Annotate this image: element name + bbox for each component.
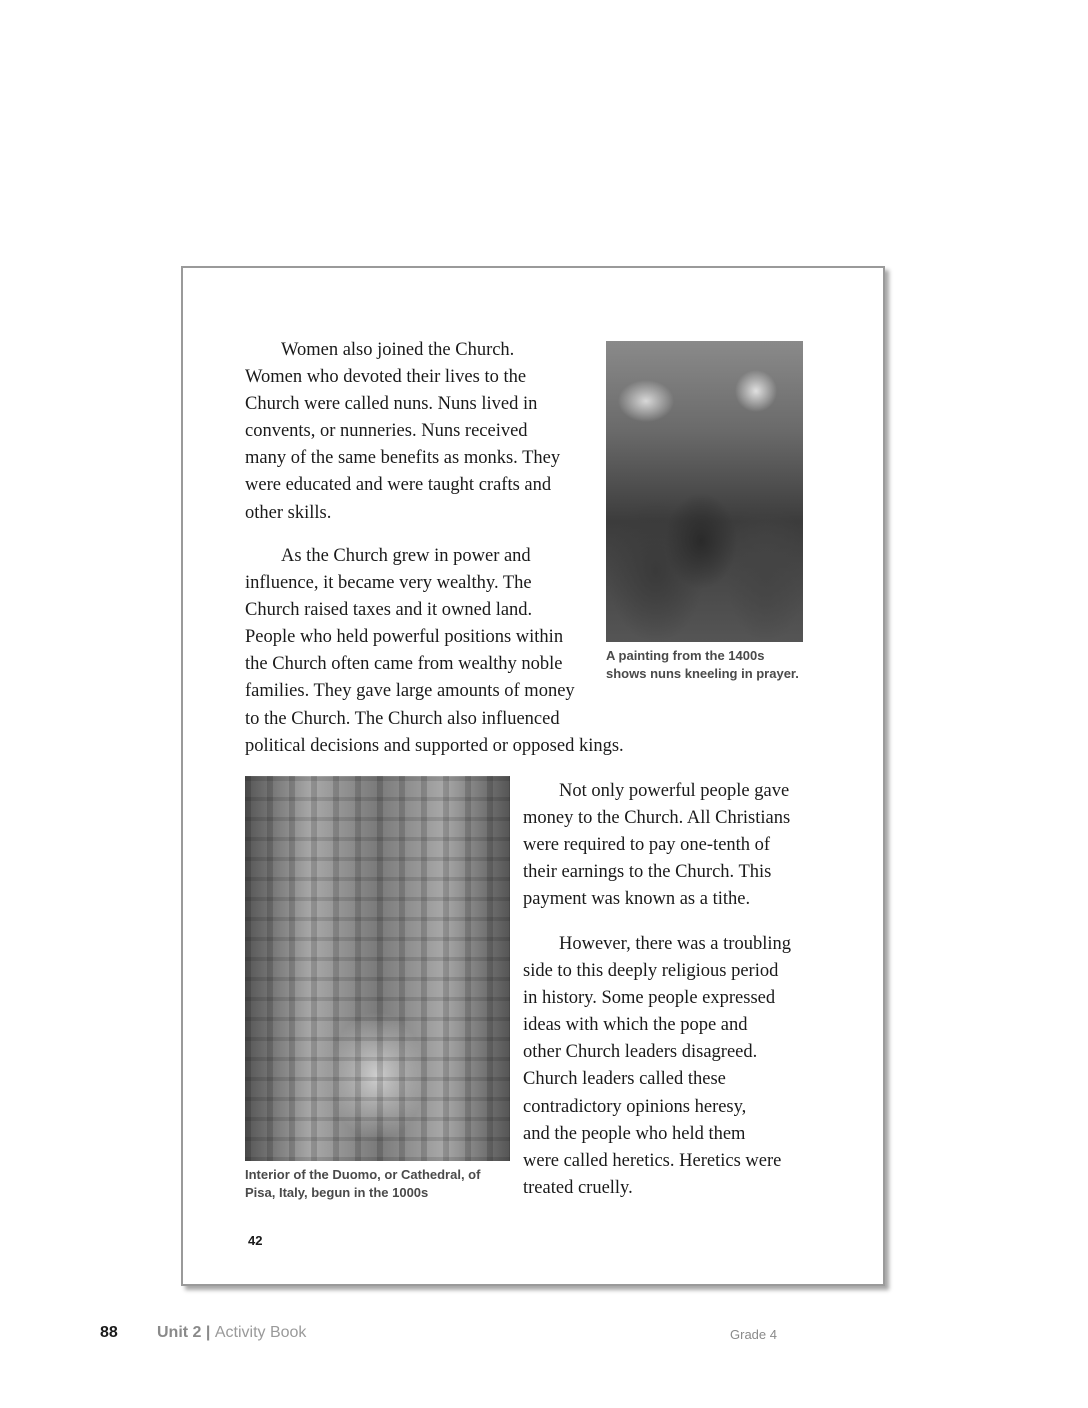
text-line: influence, it became very wealthy. The — [245, 573, 532, 594]
paragraph-nuns — [245, 337, 590, 527]
unit-name: Unit 2 — [157, 1324, 202, 1341]
text-line: were required to pay one-tenth of — [523, 835, 771, 856]
paragraph-heresy — [523, 931, 823, 1202]
text-line: were educated and were taught crafts and — [245, 475, 552, 496]
text-line: the Church often came from wealthy noble — [245, 654, 563, 675]
text-line: ideas with which the pope and — [523, 1015, 748, 1036]
text-line: Church were called nuns. Nuns lived in — [245, 394, 538, 415]
text-line: As the Church grew in power and — [281, 546, 531, 566]
text-line: treated cruelly. — [523, 1177, 633, 1198]
text-line: and the people who held them — [523, 1123, 746, 1144]
text-line: convents, or nunneries. Nuns received — [245, 421, 528, 442]
text-line: to the Church. The Church also influenced — [245, 708, 560, 729]
text-line: were called heretics. Heretics were — [523, 1150, 782, 1171]
caption-line: Pisa, Italy, begun in the 1000s — [245, 1185, 429, 1200]
text-line: Church raised taxes and it owned land. — [245, 600, 533, 621]
duomo-caption — [245, 1166, 505, 1202]
text-line: in history. Some people expressed — [523, 988, 776, 1009]
text-line: side to this deeply religious period — [523, 961, 779, 982]
text-line: People who held powerful positions within — [245, 627, 564, 648]
text-line: contradictory opinions heresy, — [523, 1096, 747, 1117]
footer-page-number: 88 — [100, 1324, 118, 1341]
book-name: Activity Book — [214, 1324, 307, 1341]
text-line: However, there was a troubling — [559, 934, 791, 954]
text-line: payment was known as a tithe. — [523, 889, 751, 910]
caption-line: Interior of the Duomo, or Cathedral, of — [245, 1167, 481, 1182]
nuns-painting-caption — [606, 647, 826, 683]
caption-line: shows nuns kneeling in prayer. — [606, 666, 799, 681]
text-line: Church leaders called these — [523, 1069, 726, 1090]
text-line: Women who devoted their lives to the — [245, 367, 527, 388]
text-line: money to the Church. All Christians — [523, 808, 791, 829]
text-line: Women also joined the Church. — [281, 340, 515, 360]
inner-page-number: 42 — [248, 1233, 263, 1248]
text-line: other skills. — [245, 502, 332, 523]
text-line: other Church leaders disagreed. — [523, 1042, 758, 1063]
caption-line: A painting from the 1400s — [606, 648, 765, 663]
footer-grade-label: Grade 4 — [730, 1327, 777, 1342]
paragraph-wealth — [245, 543, 665, 760]
footer-separator: | — [205, 1324, 211, 1341]
text-line: their earnings to the Church. This — [523, 862, 772, 883]
footer-unit-label — [157, 1324, 306, 1342]
duomo-interior-image — [245, 776, 510, 1161]
text-line: Not only powerful people gave — [559, 781, 790, 801]
text-line: political decisions and supported or opposed kings. — [245, 735, 624, 756]
nuns-painting-image — [606, 341, 803, 642]
text-line: many of the same benefits as monks. They — [245, 448, 561, 469]
text-line: families. They gave large amounts of money — [245, 681, 575, 702]
paragraph-tithe — [523, 778, 823, 913]
